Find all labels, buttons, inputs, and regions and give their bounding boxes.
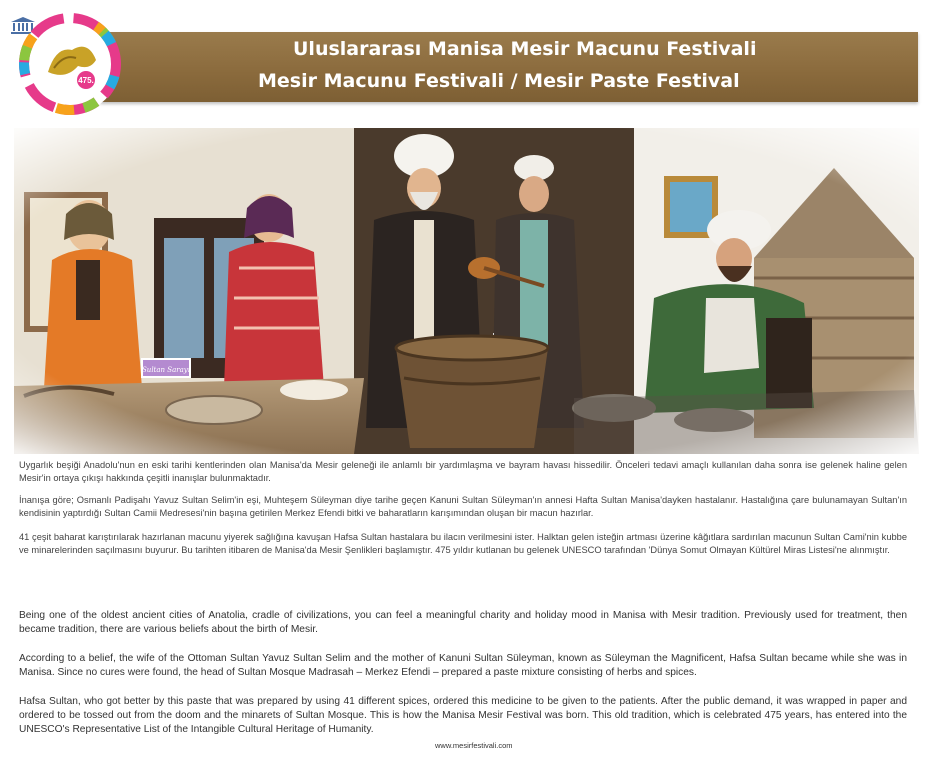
website-link[interactable]: www.mesirfestivali.com [435,741,513,750]
festival-photo-collage [14,128,919,454]
festival-logo [16,10,124,118]
logo-anniversary-text: 475. [78,76,94,85]
turkish-paragraph-2: İnanışa göre; Osmanlı Padişahı Yavuz Sultan Selim'in eşi, Muhteşem Süleyman diye tarihe geçen Kanuni Sultan Süleyman'ın annesi Hafta Sultan Manisa'dayken hastalanır. Hastalığına çare bulunamayan Sultan'ın kendisinin yaptırdığı Sultan Camii Medresesi'nin başına getirilen Merkez Efendi bitki ve baharatların karışımından oluşan bir macun hazırlar. [19,495,907,518]
english-paragraph-1: Being one of the oldest ancient cities of Anatolia, cradle of civilizations, you can feel a meaningful charity and holiday mood in Manisa with Mesir tradition. Previously used for treatment, then became tradition, there are various beliefs about the birth of Mesir. [19,610,907,635]
turkish-paragraph-1: Uygarlık beşiği Anadolu'nun en eski tarihi kentlerinden olan Manisa'da Mesir geleneği ile anlamlı bir yardımlaşma ve bayram havası hissedilir. Önceleri tedavi amaçlı kullanılan daha sonra ise gelenek haline gelen Mesir'in ortaya çıkışı hakkında çeşitli inanışlar bulunmaktadır. [19,460,907,483]
festival-title-bilingual: Mesir Macunu Festivali / Mesir Paste Festival [258,70,740,92]
turkish-paragraph-3: 41 çeşit baharat karıştırılarak hazırlanan macunu yiyerek sağlığına kavuşan Hafsa Sultan hastalara bu ilacın verilmesini ister. Halktan gelen isteğin artması üzerine kâğıtlara sardırılan macunun Sultan Cami'nin kubbe ve minarelerinden saçılmasını buyurur. Bu tarihten itibaren de Manisa'da Mesir Şenlikleri başlamıştır. 475 yıldır kutlanan bu gelenek UNESCO tarafından 'Dünya Somut Olmayan Kültürel Miras Listesi'ne alınmıştır. [19,532,907,555]
english-paragraph-3: Hafsa Sultan, who got better by this paste that was prepared by using 41 different spices, ordered this medicine to be given to the patients. After the public demand, it was wrapped in paper and ordered to be tossed out from the doom and the minarets of Sultan Mosque. This is how the Manisa Mesir Festival was born. This old tradition, which is celebrated 475 years, has entered into the UNESCO's Representative List of the Intangible Cultural Heritage of Humanity. [19,696,907,735]
festival-title-turkish: Uluslararası Manisa Mesir Macunu Festivali [293,38,757,60]
english-paragraph-2: According to a belief, the wife of the Ottoman Sultan Yavuz Sultan Selim and the mother of Kanuni Sultan Süleyman, known as Süleyman the Magnificent, Hafsa Sultan became while she was in Manisa. Since no cures were found, the head of Sultan Mosque Madrasah – Merkez Efendi – prepared a paste mixture consisting of herbs and spices. [19,653,907,678]
